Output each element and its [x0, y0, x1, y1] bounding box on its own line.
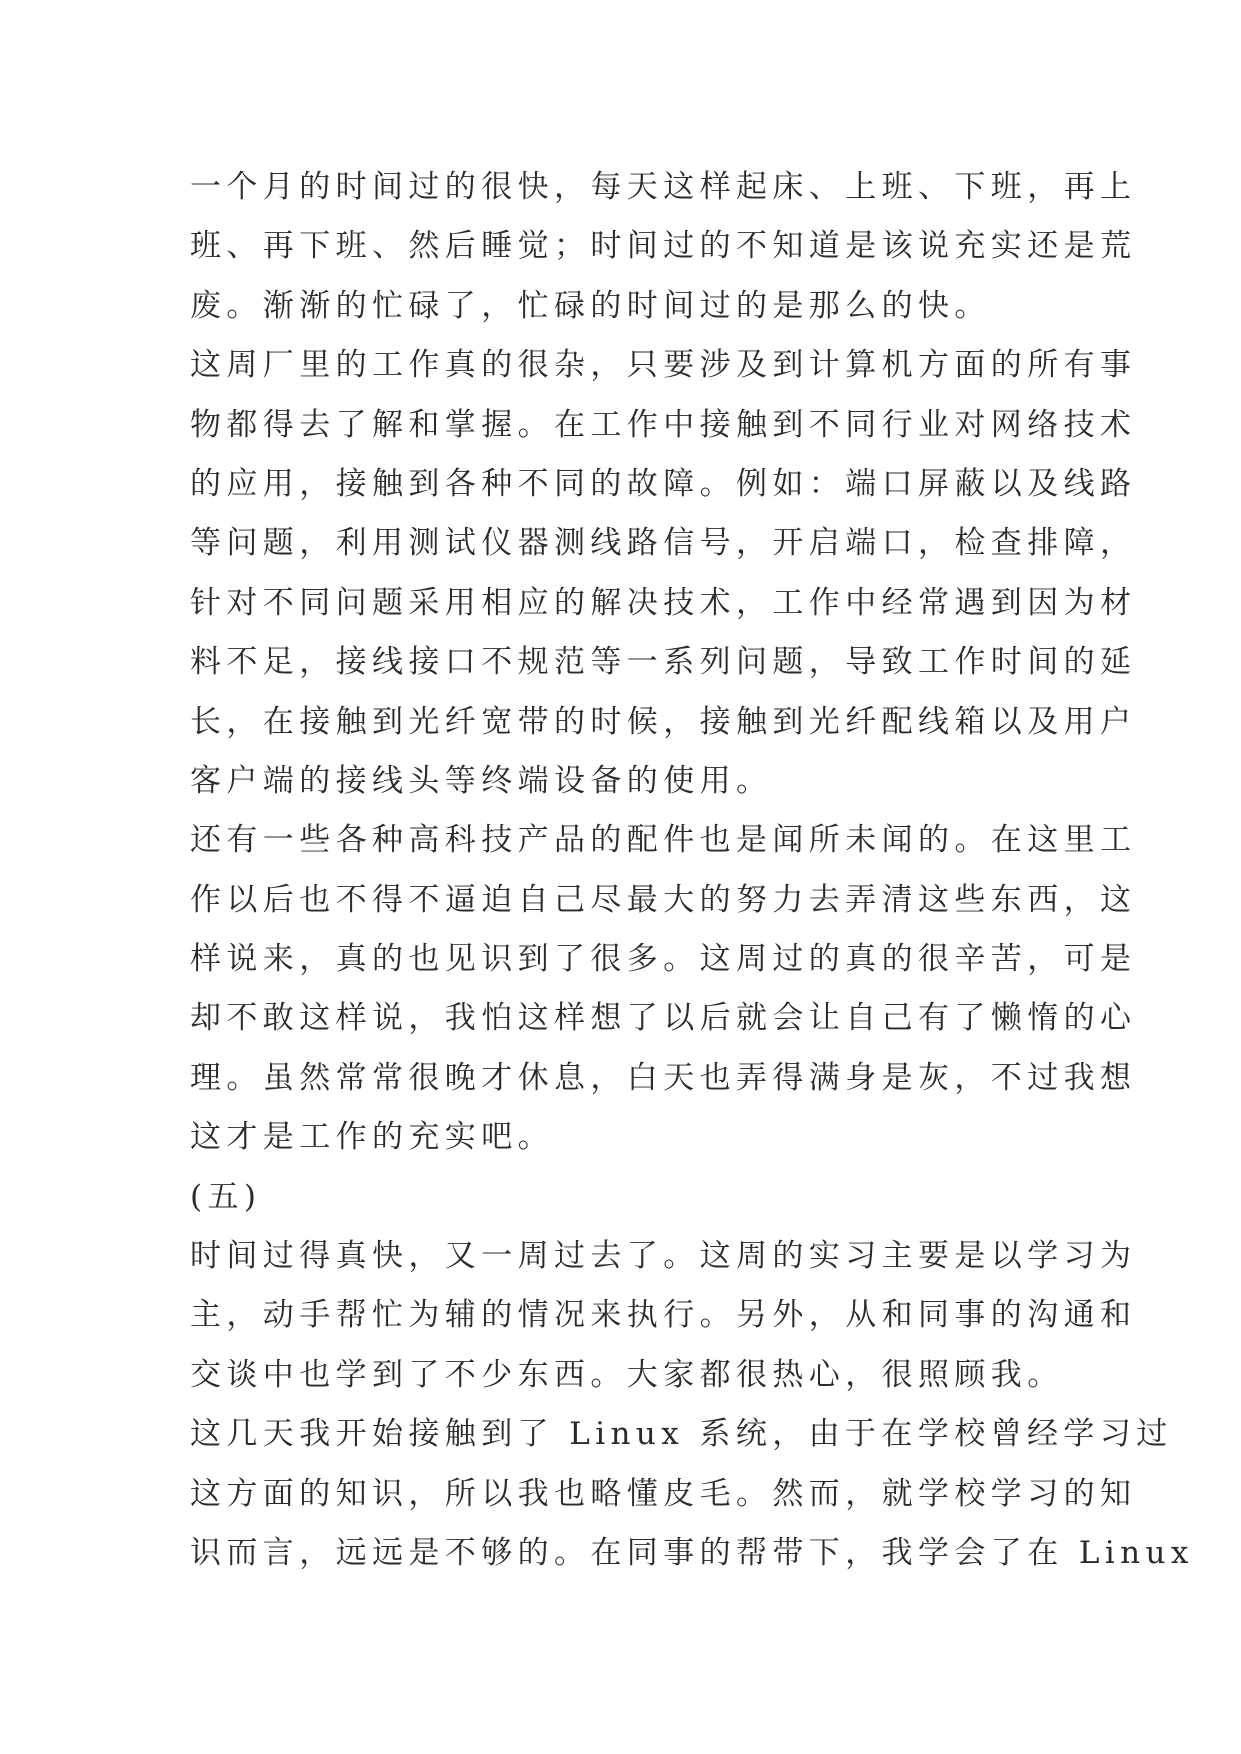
- text-line: 这方面的知识，所以我也略懂皮毛。然而，就学校学习的知: [190, 1475, 1137, 1512]
- text-line: 这周厂里的工作真的很杂，只要涉及到计算机方面的所有事: [190, 347, 1137, 384]
- text-line: 这才是工作的充实吧。: [190, 1119, 554, 1156]
- text-line: 客户端的接线头等终端设备的使用。: [190, 762, 773, 799]
- text-line: 理。虽然常常很晚才休息，白天也弄得满身是灰，不过我想: [190, 1059, 1137, 1096]
- text-line: 却不敢这样说，我怕这样想了以后就会让自己有了懒惰的心: [190, 1000, 1137, 1037]
- text-line: 主，动手帮忙为辅的情况来执行。另外，从和同事的沟通和: [190, 1297, 1137, 1334]
- text-line: 一个月的时间过的很快，每天这样起床、上班、下班，再上: [190, 169, 1137, 205]
- text-line: 长，在接触到光纤宽带的时候，接触到光纤配线箱以及用户: [190, 703, 1137, 740]
- text-line: 料不足，接线接口不规范等一系列问题，导致工作时间的延: [190, 644, 1137, 681]
- document-body: [190, 158, 1194, 1583]
- text-line: 交谈中也学到了不少东西。大家都很热心，很照顾我。: [190, 1356, 1064, 1393]
- text-line: 等问题，利用测试仪器测线路信号，开启端口，检查排障，: [190, 525, 1137, 562]
- text-line: 的应用，接触到各种不同的故障。例如：端口屏蔽以及线路: [190, 465, 1137, 502]
- text-line: 物都得去了解和掌握。在工作中接触到不同行业对网络技术: [190, 406, 1137, 443]
- section-heading: (五): [190, 1178, 262, 1215]
- text-line: 时间过得真快，又一周过去了。这周的实习主要是以学习为: [190, 1238, 1137, 1275]
- text-line: 这几天我开始接触到了 Linux 系统，由于在学校曾经学习过: [190, 1416, 1173, 1453]
- text-line: 还有一些各种高科技产品的配件也是闻所未闻的。在这里工: [190, 822, 1137, 859]
- text-line: 班、再下班、然后睡觉；时间过的不知道是该说充实还是荒: [190, 228, 1137, 265]
- text-line: 针对不同问题采用相应的解决技术，工作中经常遇到因为材: [190, 584, 1137, 621]
- text-line: 废。渐渐的忙碌了，忙碌的时间过的是那么的快。: [190, 287, 991, 324]
- text-line: 识而言，远远是不够的。在同事的帮带下，我学会了在 Linux: [190, 1534, 1194, 1571]
- text-line: 作以后也不得不逼迫自己尽最大的努力去弄清这些东西，这: [190, 881, 1137, 918]
- text-line: 样说来，真的也见识到了很多。这周过的真的很辛苦，可是: [190, 941, 1137, 978]
